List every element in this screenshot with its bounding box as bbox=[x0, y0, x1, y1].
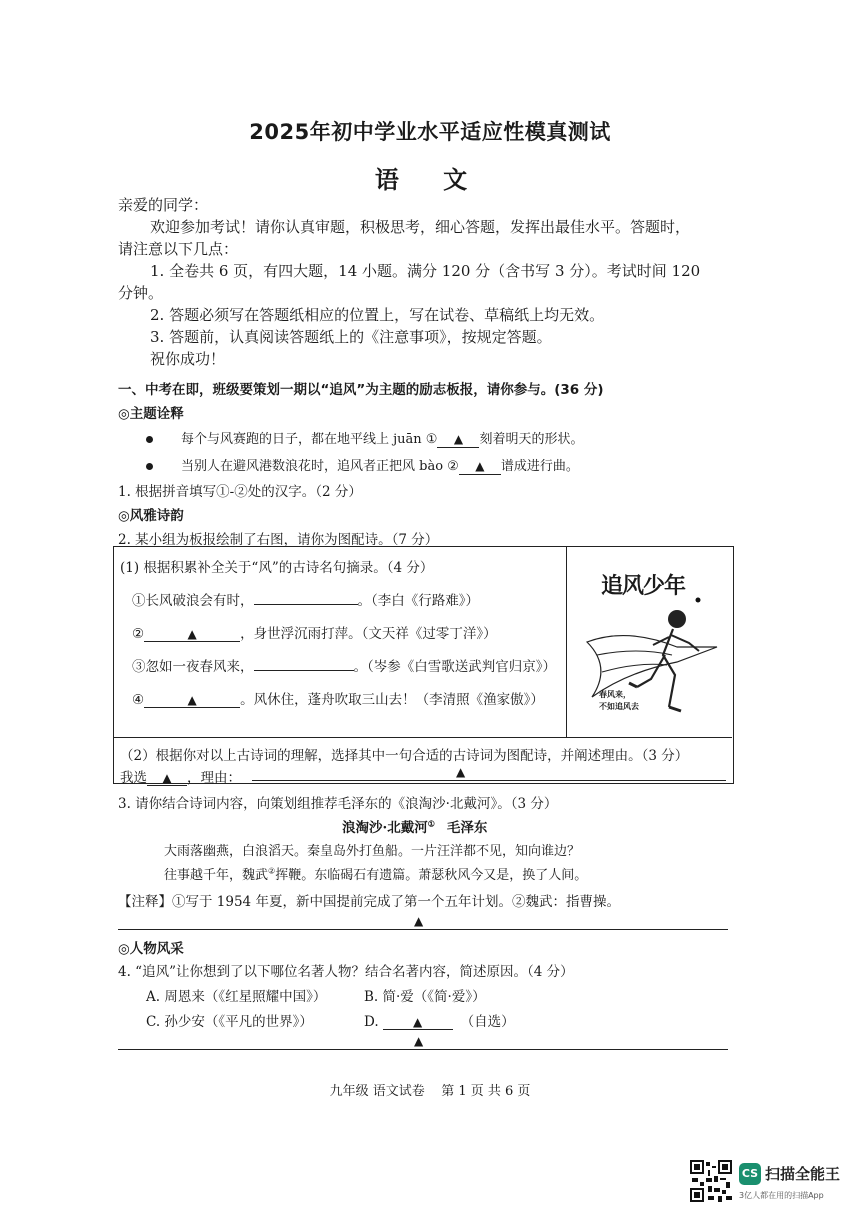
qr-code-icon bbox=[690, 1160, 732, 1202]
choose-line: 我选 ▲ ，理由： bbox=[120, 770, 241, 786]
intro-line-2: 请注意以下几点： bbox=[118, 240, 239, 258]
page-footer: 九年级 语文试卷 第 1 页 共 6 页 bbox=[329, 1084, 531, 1099]
reason-triangle: ▲ bbox=[456, 765, 466, 779]
scanner-app-name: 扫描全能王 bbox=[765, 1165, 841, 1183]
section-1-heading: 一、中考在即，班级要策划一期以“追风”为主题的励志板报，请你参与。(36 分) bbox=[118, 382, 604, 398]
poem-blank-1[interactable] bbox=[254, 604, 358, 605]
answer-line-q3[interactable] bbox=[118, 929, 728, 930]
bullet-dot bbox=[146, 463, 153, 470]
question-2-1: (1) 根据积累补全关于“风”的古诗名句摘录。（4 分） bbox=[120, 560, 434, 576]
poem-line-3: ③忽如一夜春风来， 。（岑参《白雪歌送武判官归京》） bbox=[132, 659, 556, 675]
answer-blank-1[interactable]: ▲ bbox=[437, 432, 479, 448]
scanner-app-tagline: 3亿人都在用的扫描App bbox=[739, 1191, 824, 1200]
poem-blank-4[interactable]: ▲ bbox=[144, 693, 240, 708]
poem-note: 【注释】①写于 1954 年夏，新中国提前完成了第一个五年计划。②魏武：指曹操。 bbox=[118, 894, 620, 910]
illustration-caption-1: 春风来， bbox=[599, 690, 631, 699]
poem-blank-3[interactable] bbox=[254, 670, 354, 671]
rule-1a: 1. 全卷共 6 页，有四大题，14 小题。满分 120 分（含书写 3 分）。考试时间 120 bbox=[150, 262, 701, 280]
bullet-line-1: 每个与风赛跑的日子，都在地平线上 juān ① ▲ 刻着明天的形状。 bbox=[146, 428, 583, 448]
poem-heading: 浪淘沙·北戴河① 毛泽东 bbox=[342, 818, 488, 836]
question-3: 3. 请你结合诗词内容，向策划组推荐毛泽东的《浪淘沙·北戴河》。（3 分） bbox=[118, 796, 558, 812]
option-b: B. 简·爱（《简·爱》） bbox=[364, 989, 486, 1005]
cs-logo-icon: CS bbox=[739, 1163, 761, 1185]
illustration-caption-2: 不如追风去 bbox=[599, 702, 639, 711]
reason-answer-line[interactable] bbox=[252, 780, 726, 781]
sub-heading-poetry: ◎风雅诗韵 bbox=[118, 508, 184, 524]
option-a: A. 周恩来（《红星照耀中国》） bbox=[146, 989, 327, 1005]
answer-blank-2[interactable]: ▲ bbox=[459, 459, 501, 475]
question-1: 1. 根据拼音填写①-②处的汉字。（2 分） bbox=[118, 484, 362, 500]
option-d: D. ▲ （自选） bbox=[364, 1014, 515, 1030]
sub-heading-characters: ◎人物风采 bbox=[118, 941, 184, 957]
intro-line-1: 欢迎参加考试！请你认真审题，积极思考，细心答题，发挥出最佳水平。答题时， bbox=[150, 218, 691, 236]
rule-3: 3. 答题前，认真阅读答题纸上的《注意事项》，按规定答题。 bbox=[150, 328, 552, 346]
poem-line-4: ④ ▲ 。风休住，蓬舟吹取三山去！（李清照《渔家傲》） bbox=[132, 692, 544, 708]
answer-triangle-q3: ▲ bbox=[414, 914, 424, 928]
poem-text-line-1: 大雨落幽燕，白浪滔天。秦皇岛外打鱼船。一片汪洋都不见，知向谁边？ bbox=[164, 844, 581, 859]
running-boy-icon bbox=[567, 547, 731, 737]
illustration-title: 追风少年 bbox=[601, 574, 686, 599]
choose-blank[interactable]: ▲ bbox=[147, 771, 187, 786]
poem-text-line-2: 往事越千年，魏武②挥鞭。东临碣石有遗篇。萧瑟秋风今又是，换了人间。 bbox=[164, 866, 588, 883]
greeting: 亲爱的同学： bbox=[118, 196, 209, 214]
rule-1b: 分钟。 bbox=[118, 284, 164, 302]
poem-line-1: ①长风破浪会有时， 。（李白《行路难》） bbox=[132, 593, 479, 609]
question-4: 4. “追风”让你想到了以下哪位名著人物？结合名著内容，简述原因。（4 分） bbox=[118, 964, 574, 980]
answer-line-q4[interactable] bbox=[118, 1049, 728, 1050]
option-c: C. 孙少安（《平凡的世界》） bbox=[146, 1014, 313, 1030]
illustration-panel bbox=[567, 547, 731, 737]
poem-blank-2[interactable]: ▲ bbox=[144, 627, 240, 642]
bullet-line-2: 当别人在避风港数浪花时，追风者正把风 bào ② ▲ 谱成进行曲。 bbox=[146, 455, 579, 475]
bullet-dot bbox=[146, 436, 153, 443]
option-d-blank[interactable]: ▲ bbox=[383, 1015, 453, 1030]
question-2: 2. 某小组为板报绘制了右图，请你为图配诗。（7 分） bbox=[118, 532, 439, 548]
answer-triangle-q4: ▲ bbox=[414, 1034, 424, 1048]
poem-line-2: ② ▲ ，身世浮沉雨打萍。（文天祥《过零丁洋》） bbox=[132, 626, 497, 642]
question-2-2: （2）根据你对以上古诗词的理解，选择其中一句合适的古诗词为图配诗，并阐述理由。（3 分） bbox=[120, 748, 689, 764]
box-divider-horizontal bbox=[114, 737, 732, 738]
rule-2: 2. 答题必须写在答题纸相应的位置上，写在试卷、草稿纸上均无效。 bbox=[150, 306, 605, 324]
subject-title: 语 文 bbox=[374, 166, 486, 194]
exam-title: 2025年初中学业水平适应性模真测试 bbox=[249, 120, 611, 144]
wish: 祝你成功！ bbox=[150, 350, 226, 368]
sub-heading-theme: ◎主题诠释 bbox=[118, 406, 184, 422]
